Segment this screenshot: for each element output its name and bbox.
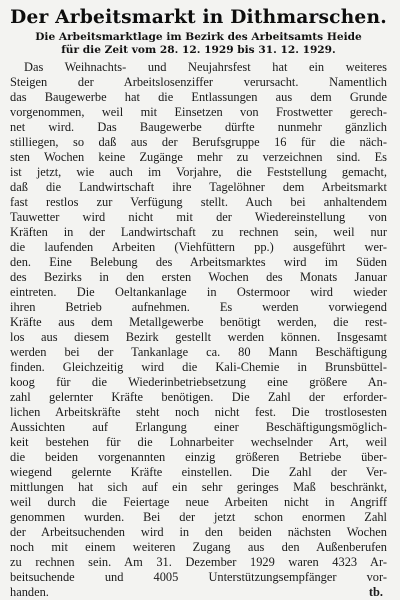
article-line: weil durch die Feiertage neue Arbeiten nicht in Angriff [10, 495, 387, 509]
article-line: daß die Landwirtschaft ihre Tagelöhner dem Arbeitsmarkt [10, 180, 387, 194]
article-line: los aus diesem Bezirk gestellt werden können. Insgesamt [10, 330, 387, 344]
article-line: vorgenommen, weil mit Einsetzen von Frostwetter gerech- [10, 105, 387, 119]
article-line: Kräfte aus dem Metallgewerbe benötigt werden, die rest- [10, 315, 387, 329]
article-line: Aussichten auf Erlangung einer Beschäftigungsmöglich- [10, 420, 387, 434]
article-line: werden bei der Tankanlage ca. 80 Mann Beschäftigung [10, 345, 387, 359]
article-line: ist jetzt, wie auch im Vorjahre, die Feststellung gemacht, [10, 165, 387, 179]
article-line: das Baugewerbe hat die Entlassungen aus dem Grunde [10, 90, 387, 104]
article-line: des Bezirks in den ersten Wochen des Monats Januar [10, 270, 387, 284]
article-line: finden. Gleichzeitig wird die Kali-Chemie in Brunsbüttel- [10, 360, 387, 374]
article-body [10, 60, 387, 600]
article-line: zahl gelernter Kräfte benötigen. Die Zahl der erforder- [10, 390, 387, 404]
article-line: stilliegen, so daß aus der Berufsgruppe 16 für die näch- [10, 135, 387, 149]
article-line: sten Wochen keine Zugänge mehr zu verzeichnen sind. Es [10, 150, 387, 164]
subheadline [10, 31, 387, 57]
headline: Der Arbeitsmarkt in Dithmarschen. [10, 7, 387, 28]
article-line: koog für die Wiederinbetriebsetzung eine größere An- [10, 375, 387, 389]
article-line: mittlungen hat sich auf ein sehr geringes Maß beschränkt, [10, 480, 387, 494]
subheadline-line: für die Zeit vom 28. 12. 1929 bis 31. 12. 1929. [61, 44, 336, 56]
article-line: genommen wurden. Bei der jetzt schon enormen Zahl [10, 510, 387, 524]
article-line: den. Eine Belebung des Arbeitsmarktes wird im Süden [10, 255, 387, 269]
article-line: die laufenden Arbeiten (Viehfüttern pp.) ausgeführt wer- [10, 240, 387, 254]
article-line: eintreten. Die Oeltankanlage in Ostermoor wird wieder [10, 285, 387, 299]
article-line: keit bestehen für die Lohnarbeiter wechselnder Art, weil [10, 435, 387, 449]
author-signature: tb. [368, 585, 383, 599]
article-line: beitsuchende und 4005 Unterstützungsempfänger vor- [10, 570, 387, 584]
article-line: Tauwetter wird nicht mit der Wiedereinstellung von [10, 210, 387, 224]
subheadline-line: Die Arbeitsmarktlage im Bezirk des Arbeitsamts Heide [35, 31, 362, 43]
article-line: lichen Arbeitskräfte steht noch nicht fest. Die trostlosesten [10, 405, 387, 419]
article-line: Steigen der Arbeitslosenziffer verursacht. Namentlich [10, 75, 387, 89]
article-line: Das Weihnachts- und Neujahrsfest hat ein weiteres [24, 60, 387, 74]
article-line: zu rechnen sein. Am 31. Dezember 1929 waren 4323 Ar- [10, 555, 387, 569]
article-line: ihren Betrieb aufnehmen. Es werden vorwiegend [10, 300, 387, 314]
article-line: net wird. Das Baugewerbe dürfte nunmehr gänzlich [10, 120, 387, 134]
article-line: handen. [10, 585, 49, 599]
article-line: fast restlos zur Verfügung stellt. Auch bei anhaltendem [10, 195, 387, 209]
article-line: die beiden vorgenannten einzig größeren Betriebe über- [10, 450, 387, 464]
article-last-line [10, 585, 387, 600]
article-line: noch mit einem weiteren Zugang aus den Außenberufen [10, 540, 387, 554]
article-line: Kräften in der Landwirtschaft zu rechnen sein, weil nur [10, 225, 387, 239]
article-line: wiegend gelernte Kräfte einstellen. Die Zahl der Ver- [10, 465, 387, 479]
article-line: der Arbeitsuchenden wird in den beiden nächsten Wochen [10, 525, 387, 539]
